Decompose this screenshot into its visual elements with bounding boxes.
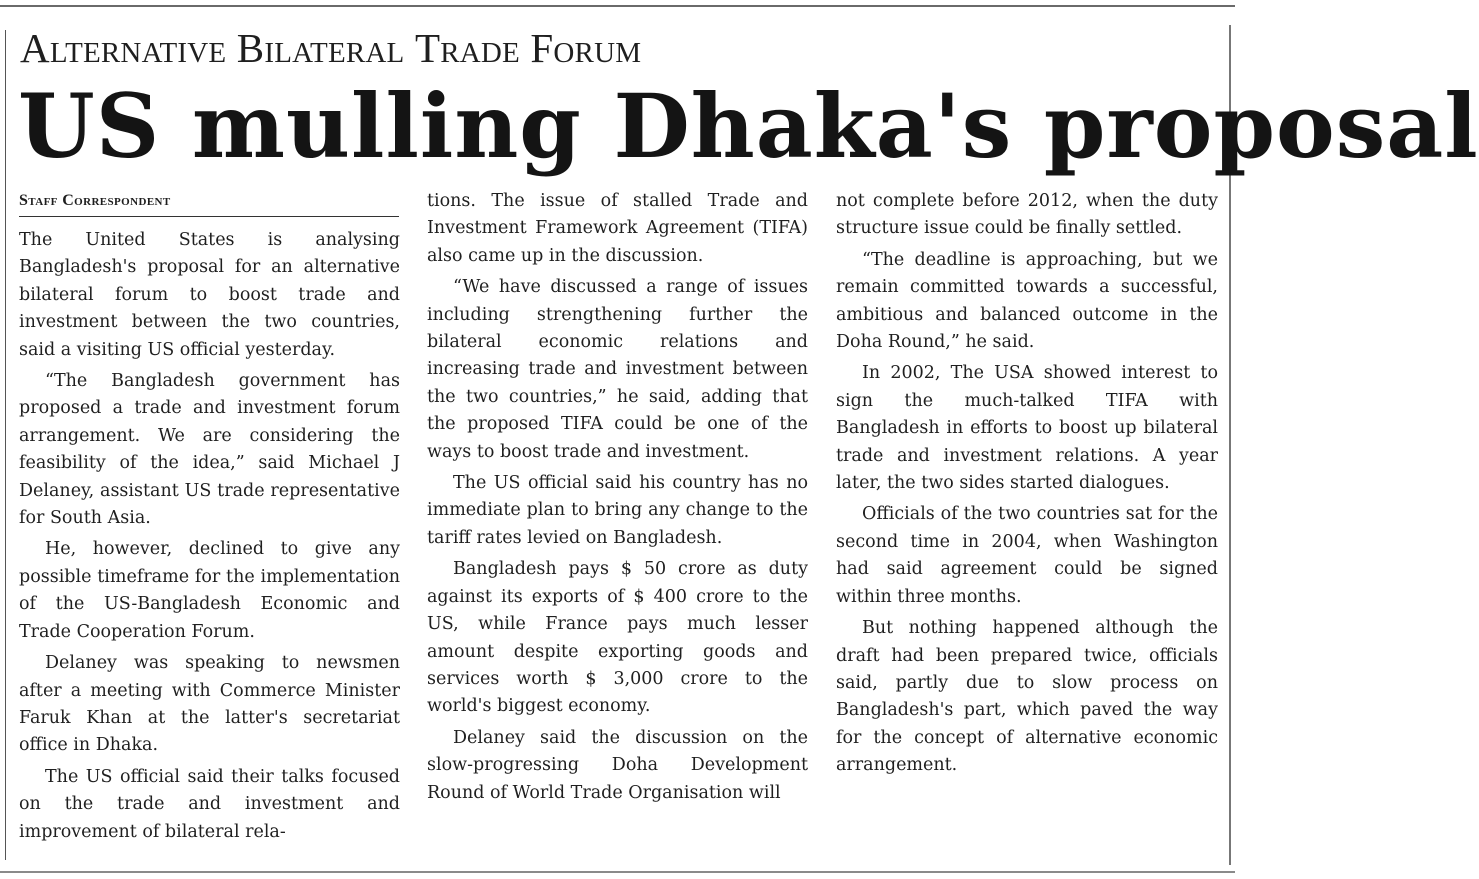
paragraph: But nothing happened although the draft had been prepared twice, officials said, partly due to slow process on Bangladesh's part, which paved the way for the concept of alternative economic arrangement. xyxy=(836,618,1218,776)
paragraph: “We have discussed a range of issues including strengthening further the bilateral economic relations and increasing trade and investment between the two countries,” he said, adding that the proposed TIFA could be one of the ways to boost trade and investment. xyxy=(427,277,808,462)
byline: Staff Correspondent xyxy=(19,188,399,217)
paragraph: not complete before 2012, when the duty structure issue could be finally settled. xyxy=(836,191,1218,239)
paragraph: “The deadline is approaching, but we remain committed towards a successful, ambitious and balanced outcome in the Doha Round,” he said. xyxy=(836,249,1218,353)
bottom-border xyxy=(0,871,1235,873)
article-column-2 xyxy=(427,188,808,807)
article-kicker: Alternative Bilateral Trade Forum xyxy=(20,25,642,71)
top-border xyxy=(0,5,1235,7)
paragraph: Officials of the two countries sat for the second time in 2004, when Washington had said agreement could be signed within three months. xyxy=(836,504,1218,607)
left-border xyxy=(5,30,6,860)
paragraph: The US official said his country has no immediate plan to bring any change to the tariff rates levied on Bangladesh. xyxy=(427,473,808,548)
paragraph: tions. The issue of stalled Trade and Investment Framework Agreement (TIFA) also came up in the discussion. xyxy=(427,191,808,266)
paragraph: “The Bangladesh government has proposed a trade and investment forum arrangement. We are considering the feasibility of the idea,” said Michael J Delaney, assistant US trade representative for South Asia. xyxy=(19,371,400,529)
paragraph: In 2002, The USA showed interest to sign the much-talked TIFA with Bangladesh in efforts to boost up bilateral trade and investment relations. A year later, the two sides started dialogues. xyxy=(836,363,1218,494)
article-headline: US mulling Dhaka's proposal xyxy=(18,74,1479,178)
paragraph: Bangladesh pays $ 50 crore as duty against its exports of $ 400 crore to the US, while France pays much lesser amount despite exporting goods and services worth $ 3,000 crore to the world's biggest economy. xyxy=(427,559,808,717)
article-column-3 xyxy=(836,188,1218,780)
paragraph: Delaney was speaking to newsmen after a meeting with Commerce Minister Faruk Khan at the latter's secretariat office in Dhaka. xyxy=(19,653,400,756)
paragraph: The United States is analysing Bangladesh's proposal for an alternative bilateral forum to boost trade and investment between the two countries, said a visiting US official yesterday. xyxy=(19,230,400,360)
paragraph: He, however, declined to give any possible timeframe for the implementation of the US-Bangladesh Economic and Trade Cooperation Forum. xyxy=(19,539,400,642)
paragraph: Delaney said the discussion on the slow-progressing Doha Development Round of World Trade Organisation will xyxy=(427,727,808,803)
paragraph: The US official said their talks focused on the trade and investment and improvement of bilateral rela- xyxy=(19,766,400,842)
article-column-1 xyxy=(19,188,400,846)
